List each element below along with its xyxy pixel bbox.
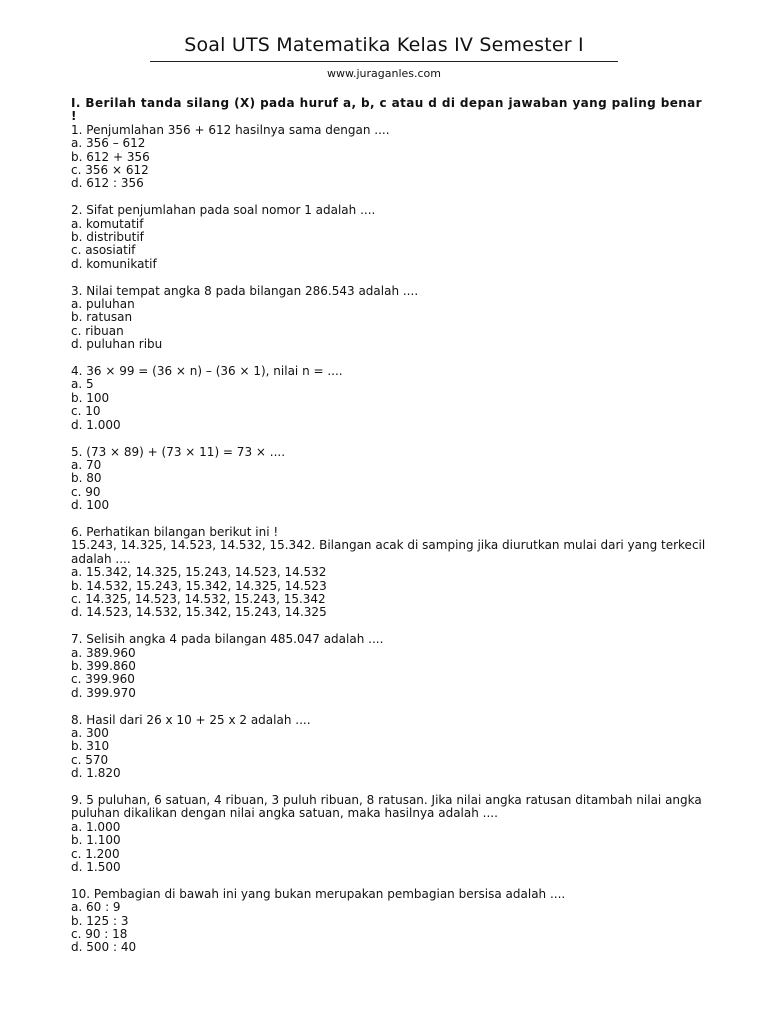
answer-option: b. 612 + 356 — [71, 149, 150, 164]
answer-option: d. 500 : 40 — [71, 940, 137, 955]
answer-option: a. puluhan — [71, 297, 135, 312]
answer-option: c. 90 : 18 — [71, 927, 128, 942]
answer-option: b. 1.100 — [71, 833, 121, 848]
question-text: 4. 36 × 99 = (36 × n) – (36 × 1), nilai n = .... — [71, 364, 343, 379]
answer-option: d. 1.820 — [71, 766, 121, 781]
answer-option: a. 70 — [71, 457, 102, 472]
question-7 — [71, 633, 707, 700]
page-title: Soal UTS Matematika Kelas IV Semester I — [150, 30, 618, 62]
question-text: 10. Pembagian di bawah ini yang bukan merupakan pembagian bersisa adalah .... — [71, 886, 566, 901]
answer-option: b. 14.532, 15.243, 15.342, 14.325, 14.523 — [71, 578, 327, 593]
question-6 — [71, 526, 707, 620]
question-list — [71, 124, 707, 955]
answer-option: c. 90 — [71, 484, 101, 499]
instruction-text: I. Berilah tanda silang (X) pada huruf a, b, c atau d di depan jawaban yang paling benar ! — [71, 96, 702, 124]
answer-option: a. 300 — [71, 725, 109, 740]
answer-option: d. 1.000 — [71, 417, 121, 432]
answer-option: b. distributif — [71, 230, 144, 245]
answer-option: b. 310 — [71, 739, 110, 754]
question-text: 3. Nilai tempat angka 8 pada bilangan 286.543 adalah .... — [71, 283, 419, 298]
answer-option: c. 356 × 612 — [71, 163, 149, 178]
answer-option: c. ribuan — [71, 323, 124, 338]
answer-option: b. 100 — [71, 390, 110, 405]
answer-option: c. 14.325, 14.523, 14.532, 15.243, 15.342 — [71, 591, 326, 606]
question-text: 9. 5 puluhan, 6 satuan, 4 ribuan, 3 puluh ribuan, 8 ratusan. Jika nilai angka ratusan ditambah nilai angka puluhan dikalikan dengan nilai angka satuan, maka hasilnya adalah .... — [71, 793, 706, 821]
question-2 — [71, 204, 707, 271]
answer-option: d. puluhan ribu — [71, 337, 163, 352]
question-text: 2. Sifat penjumlahan pada soal nomor 1 adalah .... — [71, 203, 376, 218]
answer-option: a. komutatif — [71, 216, 144, 231]
answer-option: d. 399.970 — [71, 685, 136, 700]
answer-option: b. 399.860 — [71, 658, 136, 673]
answer-option: b. ratusan — [71, 310, 133, 325]
website-url: www.juraganles.com — [326, 67, 441, 80]
answer-option: a. 356 – 612 — [71, 136, 146, 151]
question-3 — [71, 285, 707, 352]
answer-option: d. 14.523, 14.532, 15.342, 15.243, 14.325 — [71, 605, 327, 620]
answer-option: a. 1.000 — [71, 819, 121, 834]
answer-option: c. 10 — [71, 404, 101, 419]
question-text: 8. Hasil dari 26 x 10 + 25 x 2 adalah .... — [71, 712, 311, 727]
question-text: 6. Perhatikan bilangan berikut ini ! 15.243, 14.325, 14.523, 14.532, 15.342. Bilangan acak di samping jika diurutkan mulai dari yang terkecil adalah .... — [71, 524, 706, 566]
answer-option: d. komunikatif — [71, 256, 157, 271]
answer-option: c. 399.960 — [71, 672, 135, 687]
answer-option: d. 100 — [71, 498, 110, 513]
question-text: 1. Penjumlahan 356 + 612 hasilnya sama dengan .... — [71, 122, 390, 137]
answer-option: c. asosiatif — [71, 243, 136, 258]
answer-option: a. 5 — [71, 377, 94, 392]
exam-content — [71, 97, 707, 968]
answer-option: c. 570 — [71, 752, 109, 767]
question-5 — [71, 446, 707, 513]
question-10 — [71, 888, 707, 955]
answer-option: d. 612 : 356 — [71, 176, 144, 191]
page-header — [150, 30, 618, 80]
question-text: 5. (73 × 89) + (73 × 11) = 73 × .... — [71, 444, 286, 459]
answer-option: a. 15.342, 14.325, 15.243, 14.523, 14.532 — [71, 565, 327, 580]
answer-option: d. 1.500 — [71, 860, 121, 875]
question-9 — [71, 794, 707, 874]
question-4 — [71, 365, 707, 432]
answer-option: a. 60 : 9 — [71, 900, 121, 915]
question-text: 7. Selisih angka 4 pada bilangan 485.047 adalah .... — [71, 632, 384, 647]
answer-option: a. 389.960 — [71, 645, 136, 660]
answer-option: b. 80 — [71, 471, 102, 486]
answer-option: b. 125 : 3 — [71, 913, 129, 928]
question-1 — [71, 124, 707, 191]
answer-option: c. 1.200 — [71, 846, 120, 861]
question-8 — [71, 714, 707, 781]
